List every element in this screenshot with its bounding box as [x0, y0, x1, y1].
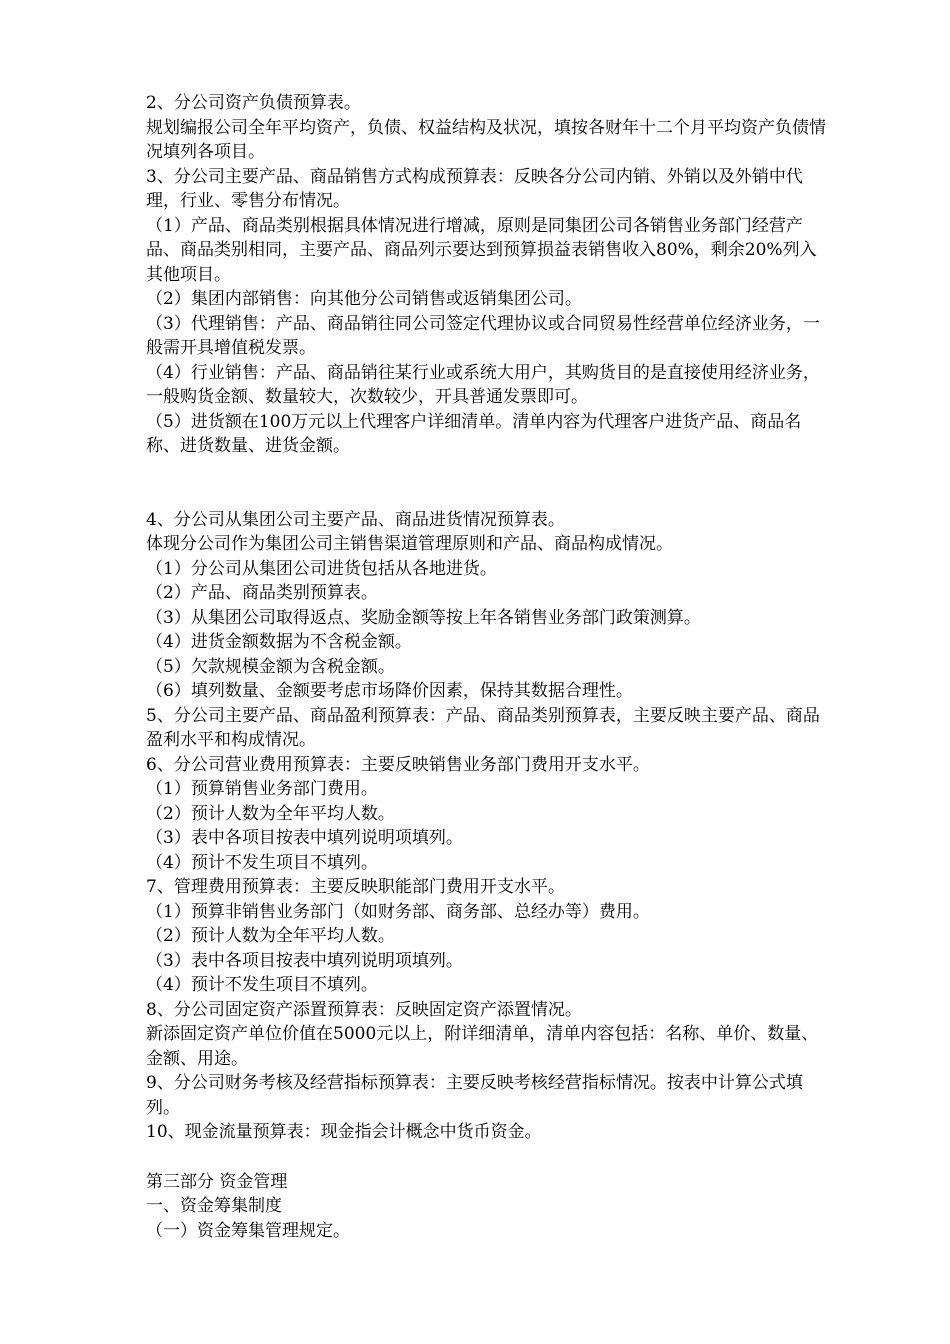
list-item: （1）预算销售业务部门费用。 [146, 779, 378, 799]
heading-profit-budget: 5、分公司主要产品、商品盈利预算表：产品、商品类别预算表，主要反映主要产品、商品盈利水平和构成情况。 [146, 705, 820, 750]
list-item: （3）从集团公司取得返点、奖励金额等按上年各销售业务部门政策测算。 [146, 607, 701, 628]
list-item: （4）预计不发生项目不填列。 [146, 975, 378, 995]
section-title: 一、资金筹集制度 [146, 1196, 282, 1216]
list-item: （4）进货金额数据为不含税金额。 [146, 632, 412, 652]
list-item: （1）产品、商品类别根据具体情况进行增减，原则是同集团公司各销售业务部门经营产品、商品类别相同，主要产品、商品列示要达到预算损益表销售收入80%，剩余20%列入其他项目。 [146, 215, 817, 285]
list-item: （4）预计不发生项目不填列。 [146, 852, 378, 873]
list-item: （1）分公司从集团公司进货包括从各地进货。 [146, 558, 497, 579]
list-item: （2）产品、商品类别预算表。 [146, 583, 378, 603]
heading-sales-structure-budget: 3、分公司主要产品、商品销售方式构成预算表：反映各分公司内销、外销以及外销中代理，行业、零售分布情况。 [146, 166, 803, 211]
list-item: （1）预算非销售业务部门（如财务部、商务部、总经办等）费用。 [146, 901, 650, 922]
heading-cash-flow-budget: 10、现金流量预算表：现金指会计概念中货币资金。 [146, 1122, 542, 1142]
list-item: （3）表中各项目按表中填列说明项填列。 [146, 828, 463, 848]
spacer [146, 1145, 826, 1170]
list-item: （5）欠款规模金额为含税金额。 [146, 656, 395, 677]
list-item: （6）填列数量、金额要考虑市场降价因素，保持其数据合理性。 [146, 681, 633, 701]
document-body [146, 91, 826, 1243]
heading-fixed-asset-budget: 8、分公司固定资产添置预算表：反映固定资产添置情况。 [146, 999, 582, 1020]
heading-admin-expense-budget: 7、管理费用预算表：主要反映职能部门费用开支水平。 [146, 877, 565, 897]
heading-purchase-budget: 4、分公司从集团公司主要产品、商品进货情况预算表。 [146, 509, 565, 530]
list-item: （3）表中各项目按表中填列说明项填列。 [146, 950, 463, 971]
list-item: （2）预计人数为全年平均人数。 [146, 926, 395, 946]
heading-financial-assessment-budget: 9、分公司财务考核及经营指标预算表：主要反映考核经营指标情况。按表中计算公式填列。 [146, 1073, 803, 1118]
list-item: （2）预计人数为全年平均人数。 [146, 803, 395, 824]
list-item: （4）行业销售：产品、商品销往某行业或系统大用户，其购货目的是直接使用经济业务，一般购货金额、数量较大，次数较少，开具普通发票即可。 [146, 362, 820, 407]
heading-operating-expense-budget: 6、分公司营业费用预算表：主要反映销售业务部门费用开支水平。 [146, 754, 650, 775]
paragraph: 规划编报公司全年平均资产，负债、权益结构及状况，填按各财年十二个月平均资产负债情况填列各项目。 [146, 117, 826, 162]
list-item: （2）集团内部销售：向其他分公司销售或返销集团公司。 [146, 289, 582, 309]
list-item: （3）代理销售：产品、商品销往同公司签定代理协议或合同贸易性经营单位经济业务，一般需开具增值税发票。 [146, 313, 820, 358]
subsection-title: （一）资金筹集管理规定。 [146, 1220, 350, 1241]
part-title: 第三部分 资金管理 [146, 1171, 288, 1192]
list-item: （5）进货额在100万元以上代理客户详细清单。清单内容为代理客户进货产品、商品名称、进货数量、进货金额。 [146, 411, 802, 456]
paragraph: 体现分公司作为集团公司主销售渠道管理原则和产品、商品构成情况。 [146, 534, 673, 554]
heading-asset-liability-budget: 2、分公司资产负债预算表。 [146, 93, 361, 113]
spacer [146, 459, 826, 508]
paragraph: 新添固定资产单位价值在5000元以上，附详细清单，清单内容包括：名称、单价、数量、金额、用途。 [146, 1024, 819, 1069]
